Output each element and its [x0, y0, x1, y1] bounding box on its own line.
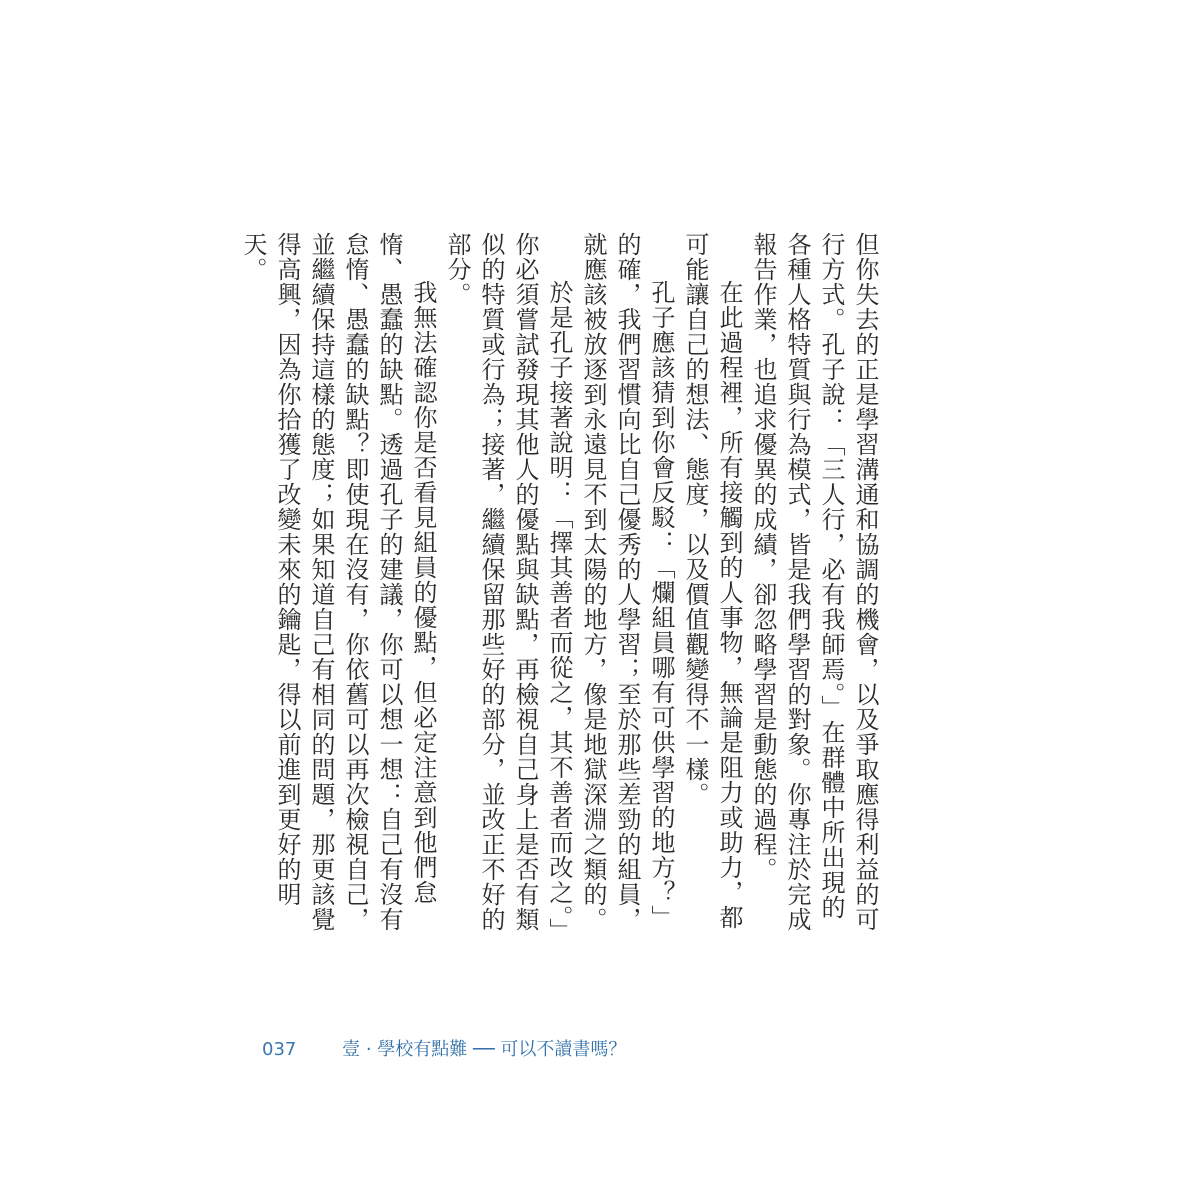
- paragraph-5: 我無法確認你是否看見組員的優點，但必定注意到他們怠惰、愚蠢的缺點。透過孔子的建議，你可以想一想：自己有沒有怠惰、愚蠢的缺點？即使現在沒有，你依舊可以再次檢視自己，並繼續保持這樣的態度；如果知道自己有相同的問題，那更該覺得高興，因為你拾獲了改變未來的鑰匙，得以前進到更好的明天。: [239, 232, 437, 932]
- vertical-text-body: [236, 232, 882, 932]
- paragraph-4: 於是孔子接著說明：「擇其善者而從之，其不善者而改之。」你必須嘗試發現其他人的優點與缺點，再檢視自己身上是否有類似的特質或行為；接著，繼續保留那些好的部分，並改正不好的部分。: [443, 232, 573, 932]
- paragraph-2: 在此過程裡，所有接觸到的人事物，無論是阻力或助力，都可能讓自己的想法、態度，以及價值觀變得不一樣。: [681, 232, 743, 930]
- paragraph-1: 但你失去的正是學習溝通和協調的機會，以及爭取應得利益的可行方式。孔子說：「三人行，必有我師焉。」在群體中所出現的各種人格特質與行為模式，皆是我們學習的對象。你專注於完成報告作業，也追求優異的成績，卻忽略學習是動態的過程。: [749, 232, 879, 932]
- chapter-title: 壹 · 學校有點難 ── 可以不讀書嗎？: [342, 1039, 627, 1060]
- page-number: 037: [262, 1039, 297, 1060]
- paragraph-3: 孔子應該猜到你會反駁：「爛組員哪有可供學習的地方？」的確，我們習慣向比自己優秀的人學習；至於那些差勁的組員，就應該被放逐到永遠見不到太陽的地方，像是地獄深淵之類的。: [579, 232, 675, 932]
- page-footer: [262, 1035, 626, 1061]
